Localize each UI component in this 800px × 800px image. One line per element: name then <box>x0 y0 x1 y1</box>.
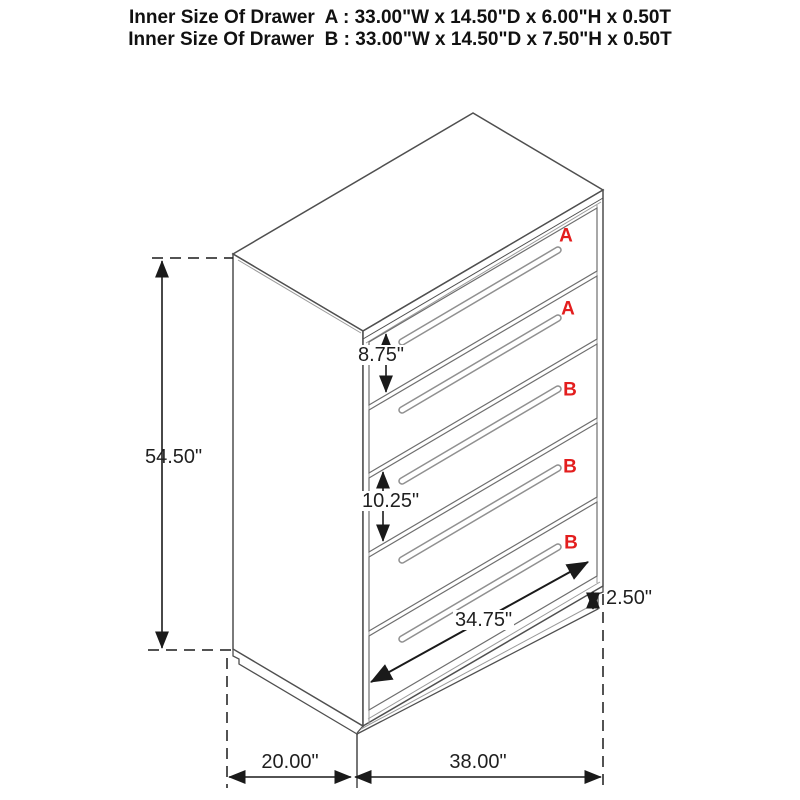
dim-overall-width-label: 38.00" <box>449 751 507 773</box>
drawer-label-b1: B <box>563 379 577 401</box>
drawer-label-b2: B <box>563 456 577 478</box>
dim-drawer-b-label: 10.25" <box>362 490 420 512</box>
title-line-1: Inner Size Of Drawer A : 33.00"W x 14.50"D x 6.00"H x 0.50T <box>128 7 672 28</box>
dim-opening-width-label: 34.75" <box>455 609 513 631</box>
dim-overall-height-label: 54.50" <box>145 446 203 468</box>
drawer-label-a1: A <box>559 225 573 247</box>
drawer-label-b3: B <box>564 532 578 554</box>
dim-drawer-a-label: 8.75" <box>358 344 405 366</box>
title-line-2: Inner Size Of Drawer B : 33.00"W x 14.50"D x 7.50"H x 0.50T <box>128 29 672 50</box>
cabinet-side-face <box>233 254 363 726</box>
dim-base-height-label: 2.50" <box>606 587 653 609</box>
drawer-label-a2: A <box>561 298 575 320</box>
dim-overall-depth-label: 20.00" <box>261 751 319 773</box>
